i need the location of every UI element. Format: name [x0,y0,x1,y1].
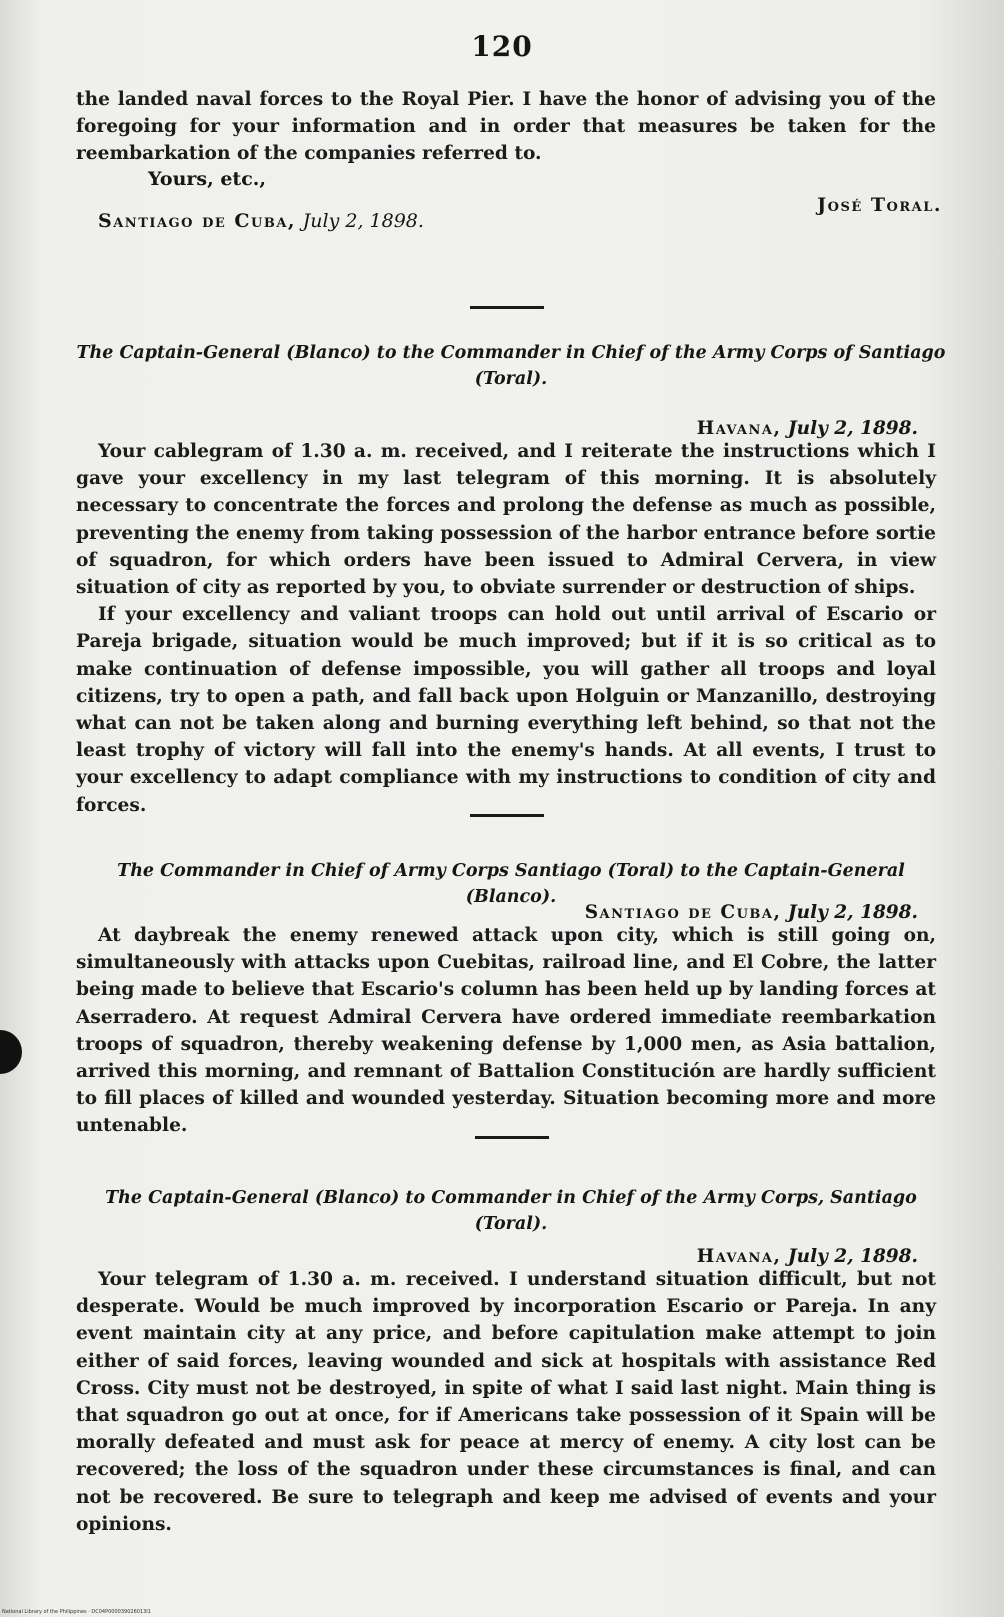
msg3-dateline [697,1246,918,1267]
page-number: 120 [471,30,533,63]
msg2-date: July 2, 1898. [787,902,918,923]
footer-credit: National Library of the Philippines · DC04P000039026013I1 [2,1609,151,1615]
top-letter [76,86,942,244]
msg1-para2: If your excellency and valiant troops can hold out until arrival of Escario or Pareja brigade, situation would be much improved; but if it is so critical as to make continuation of defense impossible, you will gather all troops and loyal citizens, try to open a path, and fall back upon Holguin or Manzanillo, destroying what can not be taken along and burning everything left behind, so that not the least trophy of victory will fall into the enemy's hands. At all events, I trust to your excellency to adapt compliance with my instructions to condition of city and forces. [76,604,936,816]
msg1-para1: Your cablegram of 1.30 a. m. received, and I reiterate the instructions which I gave your excellency in my last telegram of this morning. It is absolutely necessary to concentrate the forces and prolong the defense as much as possible, preventing the enemy from taking possession of the harbor entrance before sortie of squadron, for which orders have been issued to Admiral Cervera, in view situation of city as reported by you, to obviate surrender or destruction of ships. [76,441,936,599]
separator-rule [470,814,544,817]
msg1-body [76,438,936,819]
msg3-date: July 2, 1898. [787,1246,918,1267]
msg3-body [76,1266,936,1538]
msg1-date: July 2, 1898. [787,418,918,439]
msg3-place: Havana, [696,1246,782,1267]
msg2-place: Santiago de Cuba, [584,902,782,923]
msg2-para1: At daybreak the enemy renewed attack upon city, which is still going on, simultaneously with attacks upon Cuebitas, railroad line, and El Cobre, the latter being made to believe that Escario's column has been held up by landing forces at Aserradero. At request Admiral Cervera have ordered immediate reembarkation troops of squadron, thereby weakening defense by 1,000 men, as Asia battalion, arrived this morning, and remnant of Battalion Constitución are hardly sufficient to fill places of killed and wounded yesterday. Situation becoming more and more untenable. [76,925,936,1137]
msg1-dateline [697,418,918,439]
msg3-para1: Your telegram of 1.30 a. m. received. I understand situation difficult, but not desperate. Would be much improved by incorporation Escario or Pareja. In any event maintain city at any price, and before capitulation make attempt to join either of said forces, leaving wounded and sick at hospitals with assistance Red Cross. City must not be destroyed, in spite of what I said last night. Main thing is that squadron go out at once, for if Americans take possession of it Spain will be morally defeated and must ask for peace at mercy of enemy. A city lost can be recovered; the loss of the squadron under these circumstances is final, and can not be recovered. Be sure to telegraph and keep me advised of events and your opinions. [76,1269,936,1535]
msg1-heading: The Captain-General (Blanco) to the Commander in Chief of the Army Corps of Santiago (Toral). [76,343,946,389]
msg2-body [76,922,936,1140]
separator-rule [470,306,544,309]
signature: José Toral. [817,193,942,216]
msg2-dateline [585,902,918,923]
top-place: Santiago de Cuba, [98,209,297,232]
msg1-place: Havana, [696,418,782,439]
closing: Yours, etc., [148,167,266,190]
separator-rule [475,1136,549,1139]
top-date: July 2, 1898. [302,209,424,232]
msg2-heading: The Commander in Chief of Army Corps Santiago (Toral) to the Captain-General (Blanco). [117,861,905,907]
ink-blot [0,1030,22,1074]
msg3-heading: The Captain-General (Blanco) to Commander in Chief of the Army Corps, Santiago (Toral). [105,1188,917,1234]
top-dateline [76,210,936,244]
top-text: the landed naval forces to the Royal Pier. I have the honor of advising you of the foregoing for your information and in order that measures be taken for the reembarkation of the companies referred to. [76,89,936,165]
